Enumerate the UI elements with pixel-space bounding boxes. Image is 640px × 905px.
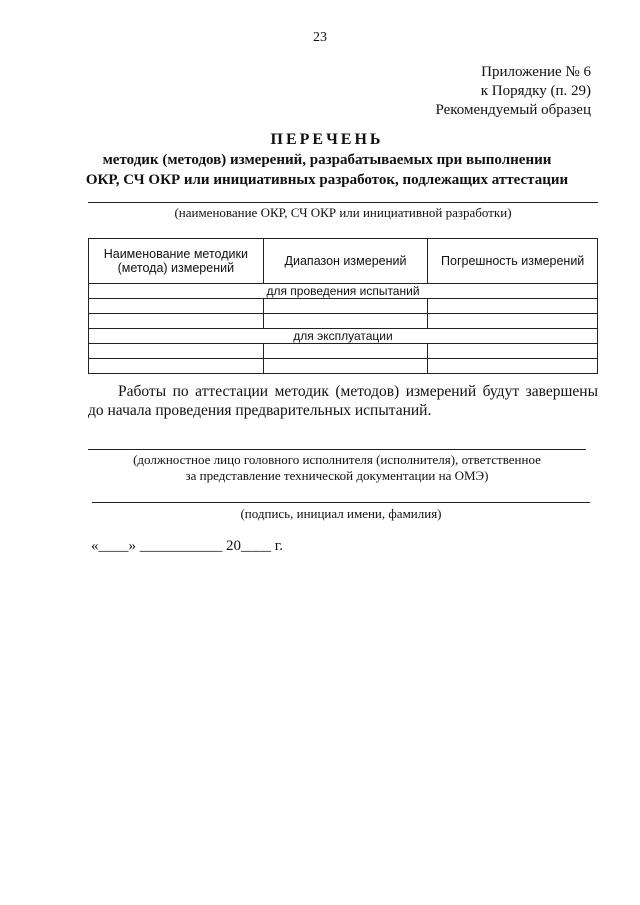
table-cell [89,344,264,359]
table-row [89,314,598,329]
table-row [89,359,598,374]
appendix-line-3: Рекомендуемый образец [435,102,591,118]
date-line: «____» ___________ 20____ г. [91,538,283,554]
table-cell [263,359,428,374]
official-line [88,449,586,450]
official-caption [88,452,586,484]
table-cell [89,359,264,374]
table-cell [263,299,428,314]
table-row [89,344,598,359]
table-cell [428,314,598,329]
methods-table [88,238,598,374]
official-caption-line-1: (должностное лицо головного исполнителя (исполнителя), ответственное [133,452,541,467]
okr-name-line [88,202,598,203]
header-measurement-error: Погрешность измерений [428,239,598,284]
section-row-operation [89,329,598,344]
table-cell [89,314,264,329]
table-cell [89,299,264,314]
table-cell [428,299,598,314]
table-row [89,299,598,314]
completion-paragraph: Работы по аттестации методик (методов) измерений будут завершены до начала проведения предварительных испытаний. [88,383,598,419]
appendix-block [435,63,591,120]
table-cell [428,344,598,359]
document-subtitle-line-1: методик (методов) измерений, разрабатываемых при выполнении [102,152,552,168]
signature-line [92,502,590,503]
section-row-tests [89,284,598,299]
section-label-operation: для эксплуатации [89,329,598,344]
title-block [60,130,594,190]
appendix-line-1: Приложение № 6 [481,64,591,80]
appendix-line-2: к Порядку (п. 29) [480,83,591,99]
document-subtitle-line-2: ОКР, СЧ ОКР или инициативных разработок, подлежащих аттестации [85,172,569,188]
header-method-name: Наименование методики (метода) измерений [89,239,264,284]
section-label-tests: для проведения испытаний [89,284,598,299]
table-header-row [89,239,598,284]
document-title: ПЕРЕЧЕНЬ [270,131,384,148]
okr-name-caption: (наименование ОКР, СЧ ОКР или инициативной разработки) [174,205,512,220]
table-cell [263,344,428,359]
page-number: 23 [313,30,327,45]
table-cell [428,359,598,374]
table-cell [263,314,428,329]
official-caption-line-2: за представление технической документации на ОМЭ) [185,468,489,483]
header-measurement-range: Диапазон измерений [263,239,428,284]
signature-caption: (подпись, инициал имени, фамилия) [240,506,442,521]
